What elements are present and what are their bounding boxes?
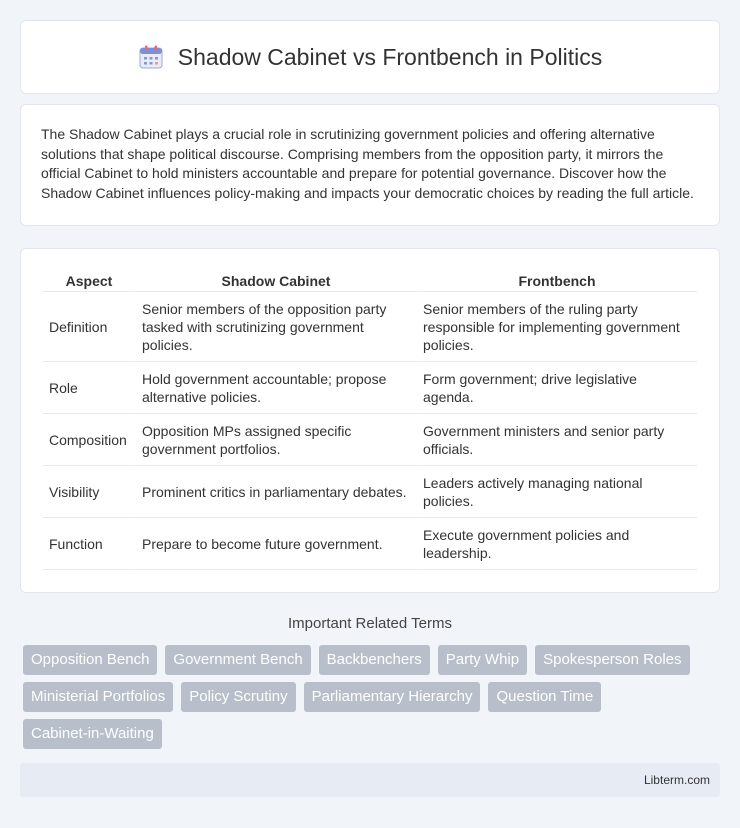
related-term-tag[interactable]: Question Time [488, 682, 601, 712]
table-cell-aspect: Visibility [43, 466, 135, 518]
related-term-tag[interactable]: Parliamentary Hierarchy [304, 682, 481, 712]
page-title: Shadow Cabinet vs Frontbench in Politics [177, 43, 603, 70]
comparison-table [43, 269, 697, 570]
table-row [43, 518, 697, 570]
footer-brand-link[interactable]: Libterm.com [643, 773, 710, 787]
table-cell-frontbench: Government ministers and senior party officials. [416, 414, 697, 466]
table-cell-frontbench: Execute government policies and leadership. [416, 518, 697, 570]
related-term-tag[interactable]: Party Whip [438, 645, 527, 675]
page-header [20, 20, 720, 94]
related-term-tag[interactable]: Backbenchers [319, 645, 430, 675]
related-term-tag[interactable]: Ministerial Portfolios [23, 682, 173, 712]
table-cell-frontbench: Form government; drive legislative agenda. [416, 362, 697, 414]
table-row [43, 414, 697, 466]
table-cell-shadow-cabinet: Prepare to become future government. [135, 518, 416, 570]
table-cell-aspect: Definition [43, 292, 135, 362]
related-term-tag[interactable]: Spokesperson Roles [535, 645, 689, 675]
table-row [43, 292, 697, 362]
table-cell-shadow-cabinet: Opposition MPs assigned specific government portfolios. [135, 414, 416, 466]
table-cell-frontbench: Leaders actively managing national policies. [416, 466, 697, 518]
related-term-tag[interactable]: Opposition Bench [23, 645, 157, 675]
table-header-cell: Shadow Cabinet [135, 269, 416, 292]
table-header-cell: Aspect [43, 269, 135, 292]
table-header-cell: Frontbench [416, 269, 697, 292]
related-term-tag[interactable]: Cabinet-in-Waiting [23, 719, 162, 749]
table-cell-aspect: Role [43, 362, 135, 414]
table-header-row [43, 269, 697, 292]
related-terms-list [20, 645, 720, 749]
comparison-table-card [20, 248, 720, 593]
footer [20, 763, 720, 797]
table-cell-aspect: Composition [43, 414, 135, 466]
table-cell-shadow-cabinet: Prominent critics in parliamentary debates. [135, 466, 416, 518]
table-row [43, 466, 697, 518]
related-term-tag[interactable]: Government Bench [165, 645, 310, 675]
related-term-tag[interactable]: Policy Scrutiny [181, 682, 295, 712]
calendar-icon [138, 44, 164, 70]
table-cell-shadow-cabinet: Senior members of the opposition party tasked with scrutinizing government policies. [135, 292, 416, 362]
table-cell-shadow-cabinet: Hold government accountable; propose alternative policies. [135, 362, 416, 414]
table-cell-frontbench: Senior members of the ruling party responsible for implementing government policies. [416, 292, 697, 362]
related-terms-title: Important Related Terms [288, 615, 452, 632]
intro-paragraph: The Shadow Cabinet plays a crucial role in scrutinizing government policies and offering alternative solutions that shape political discourse. Comprising members from the opposition party, it mirrors the official Cabinet to hold ministers accountable and prepare for potential governance. Discover how the Shadow Cabinet influences policy-making and impacts your democratic choices by reading the full article. [20, 104, 720, 226]
table-row [43, 362, 697, 414]
table-cell-aspect: Function [43, 518, 135, 570]
